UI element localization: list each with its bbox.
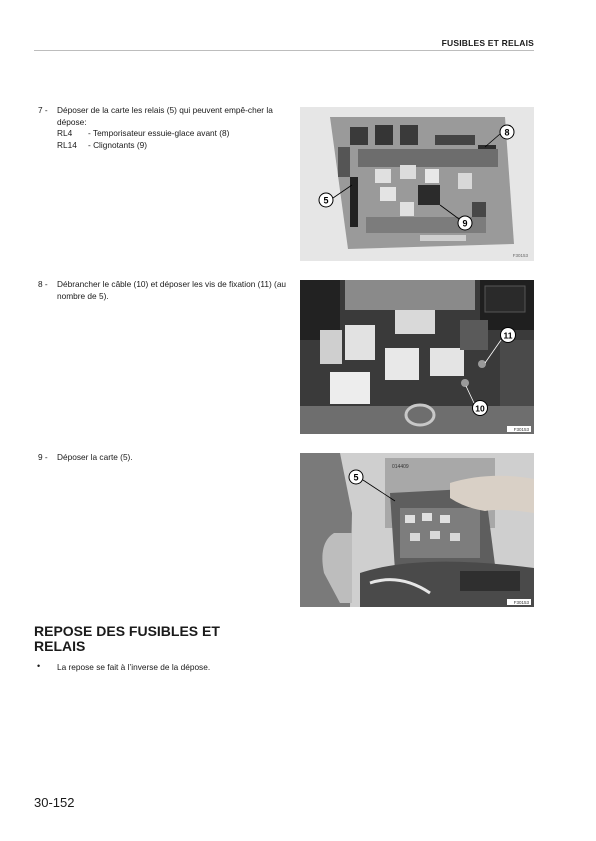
svg-text:11: 11: [503, 330, 513, 341]
callout-5: [349, 470, 363, 484]
step-9: [38, 452, 288, 464]
photo-code: F30153: [512, 253, 528, 258]
photo-relay-board: [300, 107, 534, 261]
photo-code: F30153: [513, 600, 529, 605]
header-rule: [34, 50, 534, 51]
photo-cable-screws: [300, 280, 534, 434]
relay-row: [57, 128, 288, 140]
callout-11: [501, 328, 516, 343]
photo-board-removal: [300, 453, 534, 607]
step-number: 7 -: [38, 105, 48, 115]
photo-code: F30153: [513, 427, 529, 432]
relay-desc: - Clignotants (9): [88, 139, 148, 150]
callout-5: [319, 193, 333, 207]
svg-text:5: 5: [353, 472, 359, 483]
step-number: 8 -: [38, 279, 48, 289]
svg-text:10: 10: [475, 403, 485, 414]
bullet-text: La repose se fait à l’inverse de la dépose.: [57, 662, 211, 672]
page-number: 30-152: [34, 795, 75, 810]
photo-stamp: 014409: [392, 464, 409, 470]
header-title: FUSIBLES ET RELAIS: [441, 38, 534, 48]
step-number: 9 -: [38, 452, 48, 462]
step-text: Débrancher le câble (10) et déposer les vis de fixation (11) (au nombre de 5).: [57, 279, 287, 301]
relay-code: RL4: [57, 128, 73, 138]
callout-8: [500, 125, 514, 139]
bullet-item: [37, 662, 210, 672]
bullet-dot: •: [37, 661, 41, 671]
step-7: [38, 105, 288, 151]
relay-row: [57, 140, 288, 152]
svg-text:8: 8: [504, 127, 510, 138]
callout-10: [473, 401, 488, 416]
step-text: Déposer de la carte les relais (5) qui peuvent empê-cher la dépose:: [57, 105, 273, 127]
step-8: [38, 279, 288, 302]
relay-code: RL14: [57, 139, 77, 150]
section-title: REPOSE DES FUSIBLES ET RELAIS: [34, 623, 220, 654]
relay-desc: - Temporisateur essuie-glace avant (8): [88, 128, 230, 138]
svg-text:9: 9: [462, 218, 468, 229]
svg-text:5: 5: [323, 195, 329, 206]
callout-9: [458, 216, 472, 230]
step-text: Déposer la carte (5).: [57, 452, 133, 462]
